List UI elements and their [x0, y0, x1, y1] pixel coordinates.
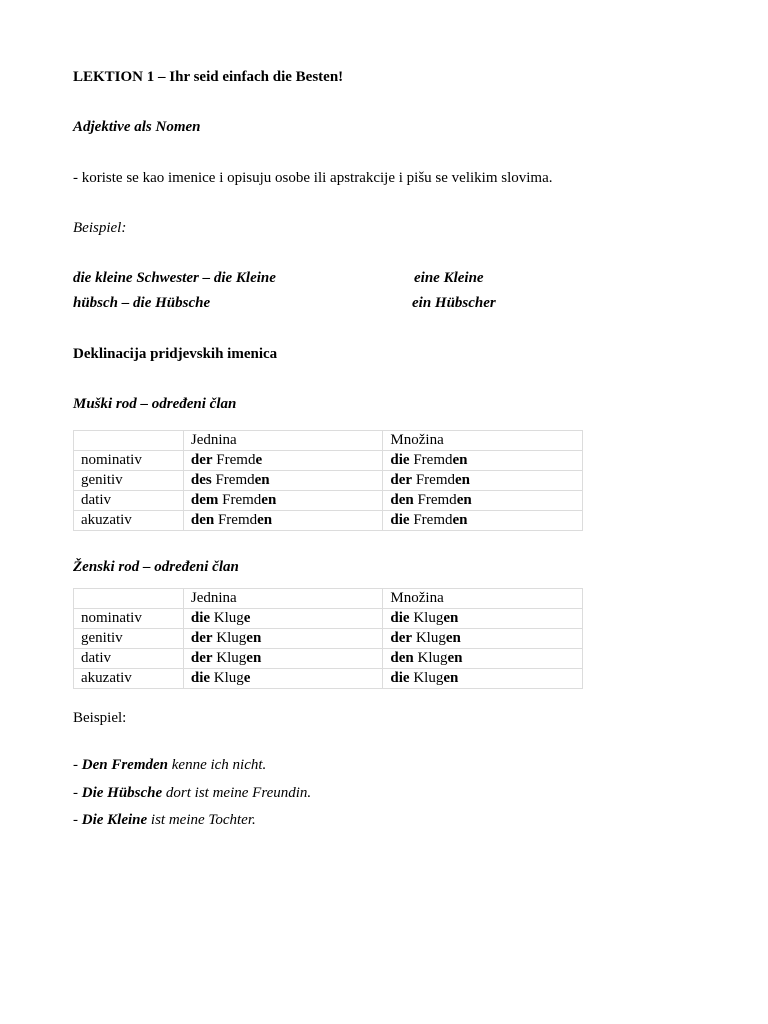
example-label: Beispiel: — [73, 220, 127, 236]
case-cell: akuzativ — [74, 669, 184, 689]
article: den — [390, 650, 414, 666]
table-row — [74, 451, 583, 471]
ending: en — [456, 492, 472, 508]
article: die — [190, 670, 211, 686]
table-row — [74, 649, 583, 669]
ending: en — [246, 630, 262, 646]
plural-cell — [383, 451, 583, 471]
feminine-declension-table — [73, 588, 583, 689]
ending: en — [445, 630, 461, 646]
case-cell: dativ — [74, 491, 184, 511]
example-label-2: Beispiel: — [73, 710, 127, 726]
stem: Fremd — [415, 472, 456, 488]
article: dem — [190, 492, 219, 508]
sentence-subject: Die Kleine — [81, 812, 148, 828]
sentence-rest: kenne ich nicht. — [168, 757, 267, 773]
singular-cell — [183, 511, 383, 531]
stem: Klug — [413, 670, 444, 686]
stem: Fremd — [417, 492, 457, 508]
declension-title: Deklinacija pridjevskih imenica — [73, 346, 278, 362]
ending: en — [455, 472, 471, 488]
article: den — [390, 492, 414, 508]
description-text: - koriste se kao imenice i opisuju osobe ili apstrakcije i pišu se velikim slovima. — [73, 170, 553, 186]
table-row — [74, 491, 583, 511]
singular-cell — [183, 649, 383, 669]
article: die — [390, 512, 410, 528]
stem: Klug — [216, 650, 247, 666]
ending: en — [443, 670, 459, 686]
header-cell — [74, 589, 184, 609]
ending: en — [443, 610, 459, 626]
article: der — [190, 452, 213, 468]
ending: e — [243, 610, 251, 626]
article: der — [390, 472, 413, 488]
example-sentence — [73, 811, 256, 829]
stem: Fremd — [215, 472, 255, 488]
plural-cell — [383, 471, 583, 491]
stem: Klug — [213, 610, 244, 626]
example-left-1: die kleine Schwester – die Kleine — [73, 270, 276, 286]
ending: en — [254, 472, 270, 488]
table-row — [74, 511, 583, 531]
example-sentence — [73, 756, 266, 774]
plural-cell — [383, 629, 583, 649]
table-row — [74, 471, 583, 491]
ending: en — [257, 512, 273, 528]
article: die — [390, 610, 410, 626]
article: die — [390, 670, 410, 686]
case-cell: nominativ — [74, 451, 184, 471]
dash: - — [73, 757, 82, 773]
plural-cell — [383, 649, 583, 669]
stem: Fremd — [216, 452, 256, 468]
stem: Fremd — [217, 512, 258, 528]
plural-cell — [383, 511, 583, 531]
ending: e — [255, 452, 263, 468]
stem: Klug — [415, 630, 446, 646]
stem: Klug — [417, 650, 448, 666]
ending: en — [261, 492, 277, 508]
table-header-row — [74, 589, 583, 609]
stem: Klug — [216, 630, 247, 646]
case-cell: genitiv — [74, 629, 184, 649]
article: den — [190, 512, 215, 528]
plural-cell — [383, 669, 583, 689]
singular-cell — [183, 471, 383, 491]
header-cell: Množina — [383, 431, 583, 451]
example-right-2: ein Hübscher — [412, 295, 496, 311]
case-cell: nominativ — [74, 609, 184, 629]
singular-cell — [183, 451, 383, 471]
article: der — [190, 650, 213, 666]
article: die — [190, 610, 211, 626]
dash: - — [73, 812, 82, 828]
stem: Klug — [213, 670, 244, 686]
table-header-row — [74, 431, 583, 451]
case-cell: akuzativ — [74, 511, 184, 531]
header-cell — [74, 431, 184, 451]
ending: en — [246, 650, 262, 666]
ending: en — [452, 512, 468, 528]
article: der — [190, 630, 213, 646]
header-cell: Množina — [383, 589, 583, 609]
ending: en — [447, 650, 463, 666]
example-right-1: eine Kleine — [414, 270, 484, 286]
singular-cell — [183, 609, 383, 629]
plural-cell — [383, 609, 583, 629]
lesson-title: LEKTION 1 – Ihr seid einfach die Besten! — [73, 69, 344, 85]
sentence-subject: Den Fremden — [81, 757, 168, 773]
stem: Fremd — [413, 452, 453, 468]
section-title: Adjektive als Nomen — [73, 119, 201, 135]
singular-cell — [183, 629, 383, 649]
stem: Fremd — [413, 512, 453, 528]
case-cell: genitiv — [74, 471, 184, 491]
feminine-caption: Ženski rod – određeni član — [73, 559, 239, 575]
masculine-caption: Muški rod – određeni član — [73, 396, 237, 412]
stem: Fremd — [222, 492, 262, 508]
masculine-declension-table — [73, 430, 583, 531]
example-left-2: hübsch – die Hübsche — [73, 295, 211, 311]
header-cell: Jednina — [183, 431, 383, 451]
singular-cell — [183, 669, 383, 689]
header-cell: Jednina — [183, 589, 383, 609]
case-cell: dativ — [74, 649, 184, 669]
sentence-rest: dort ist meine Freundin. — [162, 785, 312, 801]
plural-cell — [383, 491, 583, 511]
table-row — [74, 609, 583, 629]
table-row — [74, 629, 583, 649]
singular-cell — [183, 491, 383, 511]
article: der — [390, 630, 413, 646]
ending: e — [243, 670, 251, 686]
stem: Klug — [413, 610, 444, 626]
sentence-subject: Die Hübsche — [81, 785, 163, 801]
example-sentence — [73, 784, 311, 802]
table-row — [74, 669, 583, 689]
dash: - — [73, 785, 82, 801]
article: die — [390, 452, 410, 468]
article: des — [190, 472, 212, 488]
ending: en — [452, 452, 468, 468]
sentence-rest: ist meine Tochter. — [147, 812, 256, 828]
